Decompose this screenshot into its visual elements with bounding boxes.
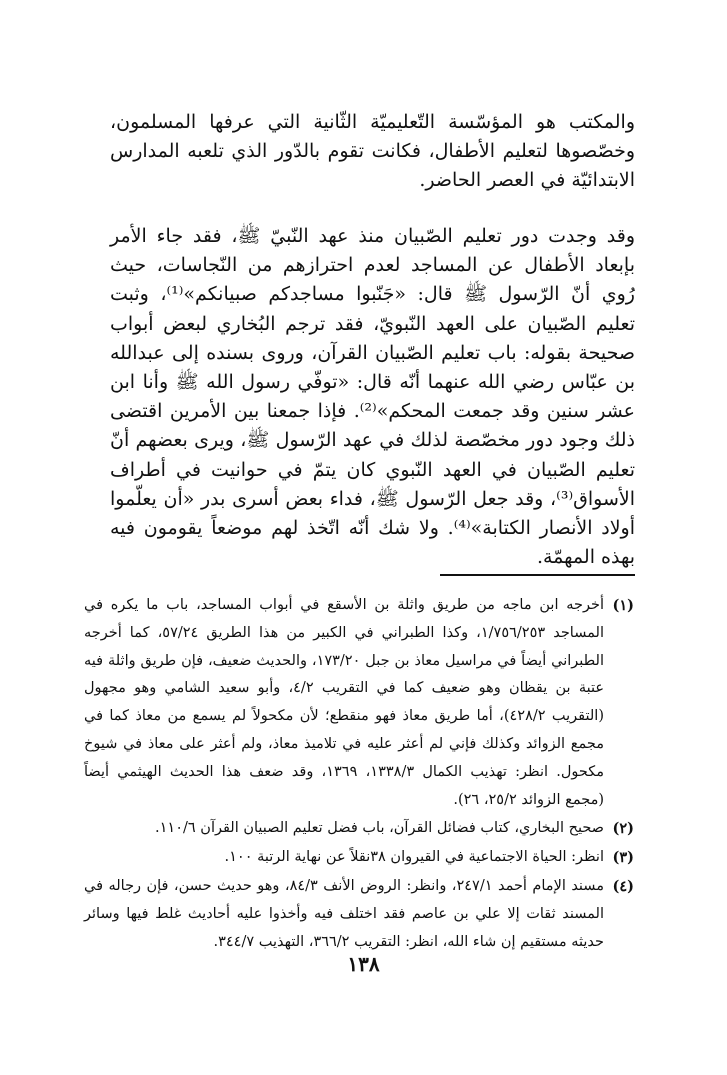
footnote (84, 815, 634, 843)
footnote-text: مسند الإمام أحمد ٢٤٧/١، وانظر: الروض الأنف ٨٤/٣، وهو حديث حسن، فإن رجاله في المسند ثقات إلا علي بن عاصم فقد اختلف فيه وأخذوا عليه أحاديث غلط فيها وسائر حديثه مستقيم إن شاء الله، انظر: التقريب ٣٦٦/٢، التهذيب ٣٤٤/٧. (84, 877, 605, 950)
body-paragraph: وقد وجدت دور تعليم الصّبيان منذ عهد النّبيّ ﷺ، فقد جاء الأمر بإبعاد الأطفال عن المساجد لعدم احترازهم من النّجاسات، حيث رُوي أنّ الرّسول ﷺ قال: «جَنّبوا مساجدكم صبيانكم»⁽¹⁾، وثبت تعليم الصّبيان على العهد النّبويّ، فقد ترجم البُخاري لبعض أبواب صحيحة بقوله: باب تعليم الصّبيان القرآن، وروى بسنده إلى عبدالله بن عبّاس رضي الله عنهما أنّه قال: «توفّي رسول الله ﷺ وأنا ابن عشر سنين وقد جمعت المحكم»⁽²⁾. فإذا جمعنا بين الأمرين اقتضى ذلك وجود دور مخصّصة لذلك في عهد الرّسول ﷺ، ويرى بعضهم أنّ تعليم الصّبيان في العهد النّبوي كان يتمّ في حوانيت في أطراف الأسواق⁽³⁾، وقد جعل الرّسول ﷺ، فداء بعض أسرى بدر «أن يعلّموا أولاد الأنصار الكتابة»⁽⁴⁾. ولا شك أنّه اتّخذ لهم موضعاً يقومون فيه بهذه المهمّة. (110, 225, 635, 569)
footnote (84, 844, 634, 872)
footnote-number: (١) (612, 597, 634, 614)
footnote (84, 873, 634, 956)
footnote-text: صحيح البخاري، كتاب فضائل القرآن، باب فضل تعليم الصبيان القرآن ١١٠/٦. (155, 820, 604, 837)
footnote-number: (٤) (612, 877, 634, 895)
footnote-number: (٢) (612, 820, 634, 838)
footnotes (84, 592, 634, 957)
footnote-number: (٣) (612, 849, 634, 867)
footnote-divider (440, 574, 635, 576)
footnote (84, 592, 634, 814)
page-number: ١٣٨ (347, 952, 380, 976)
footnote-text: انظر: الحياة الاجتماعية في القيروان ٣٨نقلاً عن نهاية الرتبة ١٠٠. (224, 849, 604, 866)
body-paragraph: والمكتب هو المؤسّسة التّعليميّة الثّانية التي عرفها المسلمون، وخصّصوها لتعليم الأطفال، فكانت تقوم بالدّور الذي تلعبه المدارس الابتدائيّة في العصر الحاضر. (110, 111, 635, 192)
footnote-text: أخرجه ابن ماجه من طريق واثلة بن الأسقع في أبواب المساجد، باب ما يكره في المساجد ١/٧٥٦/٢٥٣، وكذا الطبراني في الكبير من هذا الطريق ٥٧/٢٤، كما أخرجه الطبراني أيضاً في مراسيل معاذ بن جبل ١٧٣/٢٠، والحديث ضعيف، فإن طريق واثلة فيه عتبة بن يقظان وهو ضعيف كما في التقريب ٤/٢، وأبو سعيد الشامي وهو مجهول (التقريب ٤٢٨/٢)، أما طريق معاذ فهو منقطع؛ لأن مكحولاً لم يسمع من معاذ كما في مجمع الزوائد وكذلك فإني لم أعثر عليه في تلاميذ معاذ، ولم أعثر على معاذ في شيوخ مكحول. انظر: تهذيب الكمال ١٣٣٨/٣، ١٣٦٩، وقد ضعف هذا الحديث الهيثمي أيضاً (مجمع الزوائد ٢٥/٢، ٢٦). (84, 597, 604, 808)
